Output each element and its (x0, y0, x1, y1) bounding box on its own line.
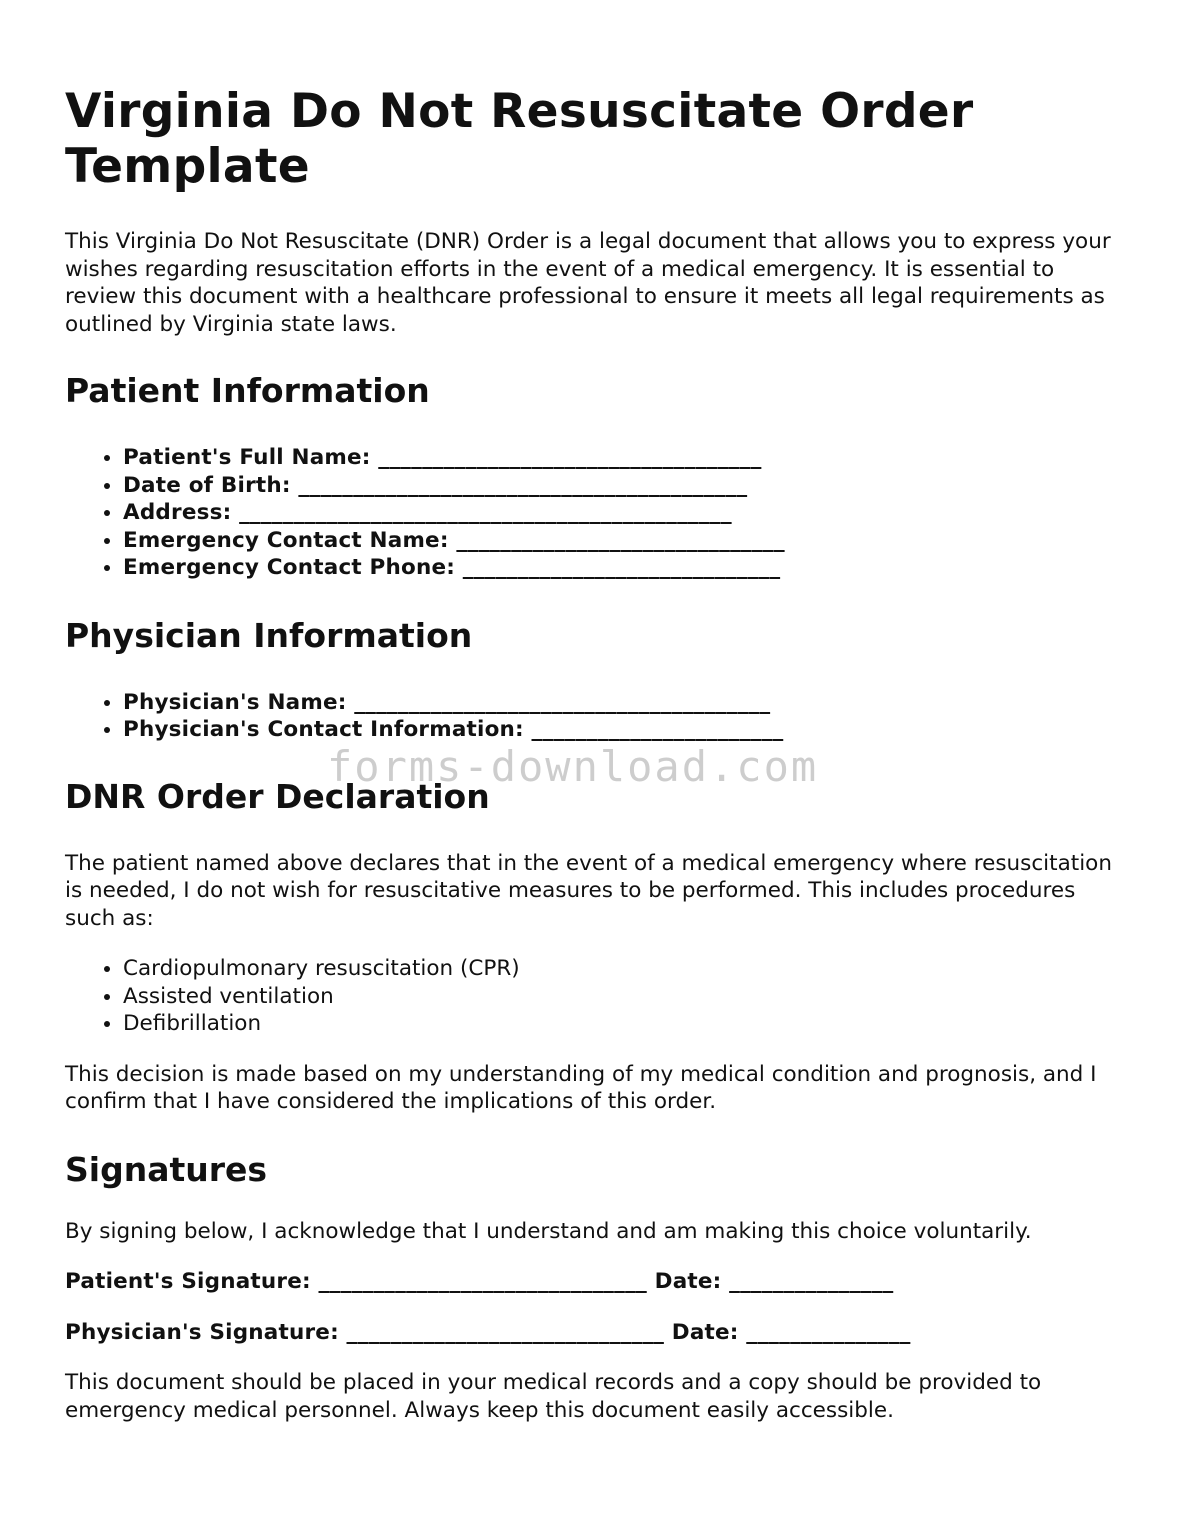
physician-contact-field: • Physician's Contact Information: _______________________ (123, 716, 1125, 744)
procedure-item: • Assisted ventilation (123, 983, 1125, 1011)
intro-paragraph: This Virginia Do Not Resuscitate (DNR) Order is a legal document that allows you to express your wishes regarding resuscitation efforts in the event of a medical emergency. It is essential to review this document with a healthcare professional to ensure it meets all legal requirements as outlined by Virginia state laws. (65, 229, 1111, 337)
physician-fields-list (65, 689, 1125, 744)
footer-paragraph: This document should be placed in your medical records and a copy should be provided to emergency medical personnel. Always keep this document easily accessible. (65, 1370, 1042, 1423)
patient-information-heading: Patient Information (65, 371, 430, 410)
dnr-closing-paragraph: This decision is made based on my understanding of my medical condition and prognosis, and I confirm that I have considered the implications of this order. (65, 1061, 1097, 1114)
physician-signature-line: Physician's Signature: _____________________________ Date: _______________ (65, 1319, 911, 1345)
emergency-contact-name-field: • Emergency Contact Name: ______________________________ (123, 527, 1125, 555)
procedure-item: • Cardiopulmonary resuscitation (CPR) (123, 955, 1125, 983)
date-of-birth-field: • Date of Birth: _________________________________________ (123, 472, 1125, 500)
emergency-contact-phone-field: • Emergency Contact Phone: _____________________________ (123, 554, 1125, 582)
physician-name-field: • Physician's Name: ______________________________________ (123, 689, 1125, 717)
patient-fields-list (65, 444, 1125, 582)
address-field: • Address: _____________________________________________ (123, 499, 1125, 527)
patient-signature-line: Patient's Signature: ______________________________ Date: _______________ (65, 1269, 894, 1294)
document-title: Virginia Do Not Resuscitate Order Template (65, 84, 974, 194)
procedures-list (65, 955, 1125, 1038)
procedure-item: • Defibrillation (123, 1010, 1125, 1038)
dnr-declaration-paragraph: The patient named above declares that in the event of a medical emergency where resuscitation is needed, I do not wish for resuscitative measures to be performed. This includes procedures such as: (65, 850, 1112, 931)
patient-name-field: • Patient's Full Name: ___________________________________ (123, 444, 1125, 472)
signatures-heading: Signatures (65, 1149, 268, 1189)
document-page (65, 84, 1125, 1424)
watermark: forms-download.com (327, 742, 819, 791)
acknowledgement-paragraph: By signing below, I acknowledge that I understand and am making this choice voluntarily. (65, 1218, 1032, 1244)
dnr-declaration-heading: DNR Order Declaration (65, 776, 490, 816)
physician-information-heading: Physician Information (65, 615, 473, 655)
